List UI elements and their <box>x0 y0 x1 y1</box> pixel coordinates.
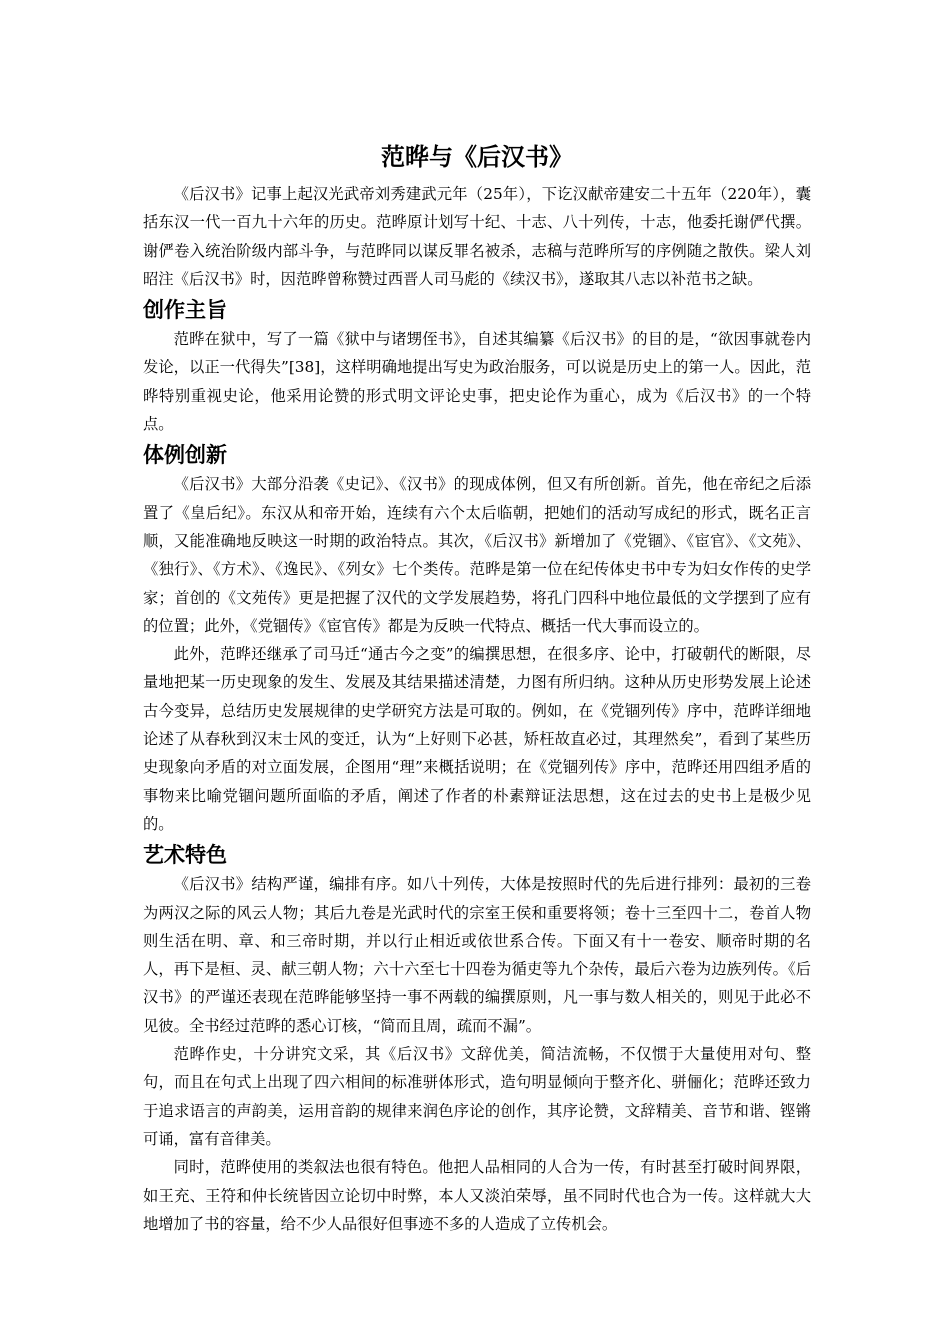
section-heading-style-innovation: 体例创新 <box>143 443 227 468</box>
paragraph-artistic-features-3: 同时，范晔使用的类叙法也很有特色。他把人品相同的人合为一传，有时甚至打破时间界限，如王充、王符和仲长统皆因立论切中时弊，本人又淡泊荣辱，虽不同时代也合为一传。这样就大大地增加了书的容量，给不少人品很好但事迹不多的人造成了立传机会。 <box>143 1158 811 1233</box>
document-title: 范晔与《后汉书》 <box>381 143 573 171</box>
paragraph-artistic-features-2: 范晔作史，十分讲究文采，其《后汉书》文辞优美，简洁流畅，不仅惯于大量使用对句、整句，而且在句式上出现了四六相间的标准骈体形式，造句明显倾向于整齐化、骈俪化；范晔还致力于追求语言的声韵美，运用音韵的规律来润色序论的创作，其序论赞，文辞精美、音节和谐、铿锵可诵，富有音律美。 <box>143 1045 811 1148</box>
paragraph-style-innovation-2: 此外，范晔还继承了司马迁“通古今之变”的编撰思想，在很多序、论中，打破朝代的断限，尽量地把某一历史现象的发生、发展及其结果描述清楚，力图有所归纳。这种从历史形势发展上论述古今变异，总结历史发展规律的史学研究方法是可取的。例如，在《党锢列传》序中，范晔详细地论述了从春秋到汉末士风的变迁，认为“上好则下必甚，矫枉故直必过，其理然矣”，看到了某些历史现象向矛盾的对立面发展，企图用“理”来概括说明；在《党锢列传》序中，范晔还用四组矛盾的事物来比喻党锢问题所面临的矛盾，阐述了作者的朴素辩证法思想，这在过去的史书上是极少见的。 <box>143 645 811 833</box>
intro-paragraph: 《后汉书》记事上起汉光武帝刘秀建武元年（25年），下讫汉献帝建安二十五年（220年），囊括东汉一代一百九十六年的历史。范晔原计划写十纪、十志、八十列传，十志，他委托谢俨代撰。谢俨卷入统治阶级内部斗争，与范晔同以谋反罪名被杀，志稿与范晔所写的序例随之散佚。梁人刘昭注《后汉书》时，因范晔曾称赞过西晋人司马彪的《续汉书》，遂取其八志以补范书之缺。 <box>143 185 811 288</box>
paragraph-creative-purpose-1: 范晔在狱中，写了一篇《狱中与诸甥侄书》，自述其编纂《后汉书》的目的是，“欲因事就卷内发论，以正一代得失”[38]，这样明确地提出写史为政治服务，可以说是历史上的第一人。因此，范晔特别重视史论，他采用论赞的形式明文评论史事，把史论作为重心，成为《后汉书》的一个特点。 <box>143 330 811 434</box>
paragraph-artistic-features-1: 《后汉书》结构严谨，编排有序。如八十列传，大体是按照时代的先后进行排列：最初的三卷为两汉之际的风云人物；其后九卷是光武时代的宗室王侯和重要将领；卷十三至四十二，卷首人物则生活在明、章、和三帝时期，并以行止相近或依世系合传。下面又有十一卷安、顺帝时期的名人，再下是桓、灵、献三朝人物；六十六至七十四卷为循吏等九个杂传，最后六卷为边族列传。《后汉书》的严谨还表现在范晔能够坚持一事不两载的编撰原则，凡一事与数人相关的，则见于此必不见彼。全书经过范晔的悉心订核，“简而且周，疏而不漏”。 <box>143 875 811 1035</box>
section-heading-creative-purpose: 创作主旨 <box>143 298 227 323</box>
section-heading-artistic-features: 艺术特色 <box>143 843 227 868</box>
paragraph-style-innovation-1: 《后汉书》大部分沿袭《史记》、《汉书》的现成体例，但又有所创新。首先，他在帝纪之后添置了《皇后纪》。东汉从和帝开始，连续有六个太后临朝，把她们的活动写成纪的形式，既名正言顺，又能准确地反映这一时期的政治特点。其次，《后汉书》新增加了《党锢》、《宦官》、《文苑》、《独行》、《方术》、《逸民》、《列女》七个类传。范晔是第一位在纪传体史书中专为妇女作传的史学家；首创的《文苑传》更是把握了汉代的文学发展趋势，将孔门四科中地位最低的文学摆到了应有的位置；此外，《党锢传》《宦官传》都是为反映一代特点、概括一代大事而设立的。 <box>143 475 811 635</box>
document-page <box>143 140 811 1238</box>
